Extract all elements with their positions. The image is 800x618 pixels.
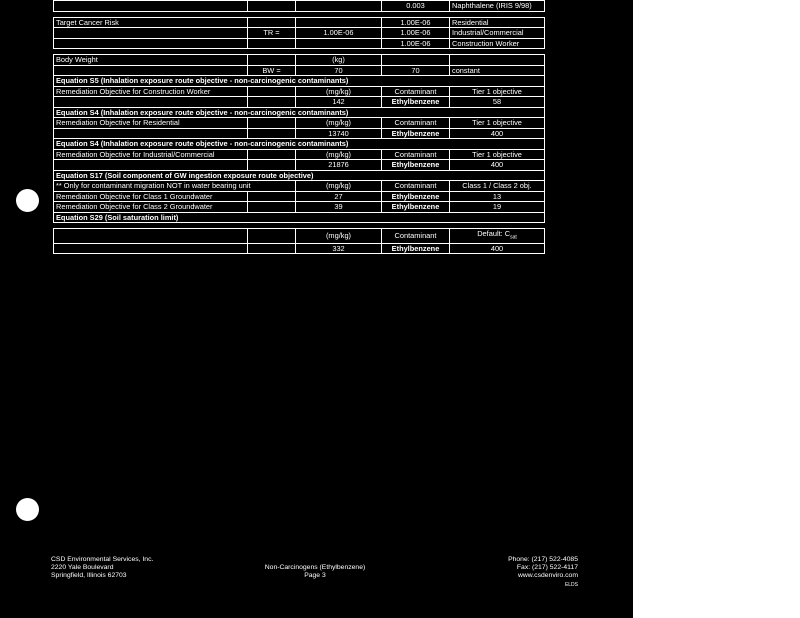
row-label: Remediation Objective for Residential bbox=[54, 118, 248, 129]
target-cancer-risk-label: Target Cancer Risk bbox=[54, 17, 248, 28]
objective-header: Tier 1 objective bbox=[450, 149, 545, 160]
unit-cell: (mg/kg) bbox=[296, 86, 382, 97]
footer-page-info: Non-Carcinogens (Ethylbenzene) Page 3 bbox=[264, 564, 366, 580]
row-label: Remediation Objective for Construction Worker bbox=[54, 86, 248, 97]
contaminant-cell: Ethylbenzene bbox=[382, 160, 450, 171]
value-cell: 70 bbox=[382, 65, 450, 76]
table-row bbox=[54, 17, 545, 28]
contaminant-header: Contaminant bbox=[382, 149, 450, 160]
value-cell: 1.00E-06 bbox=[382, 17, 450, 28]
objective-cell: 13 bbox=[450, 191, 545, 202]
table-row bbox=[54, 149, 545, 160]
contaminant-header: Contaminant bbox=[382, 229, 450, 244]
table-row bbox=[54, 86, 545, 97]
equation-header: Equation S5 (Inhalation exposure route objective - non-carcinogenic contaminants) bbox=[54, 76, 545, 87]
equation-header: Equation S17 (Soil component of GW ingestion exposure route objective) bbox=[54, 170, 545, 181]
default-header: Default: $C_{sat}$ bbox=[450, 229, 545, 244]
row-label: Remediation Objective for Class 1 Groundwater bbox=[54, 191, 248, 202]
value-cell: 1.00E-06 bbox=[382, 38, 450, 49]
value-cell: 13740 bbox=[296, 128, 382, 139]
footer-contact: Phone: (217) 522-4085 Fax: (217) 522-4117 www.csdenviro.com ELDS bbox=[508, 556, 578, 588]
objective-cell: 400 bbox=[450, 128, 545, 139]
contaminant-cell: Ethylbenzene bbox=[382, 97, 450, 108]
equation-header: Equation S4 (Inhalation exposure route objective - non-carcinogenic contaminants) bbox=[54, 107, 545, 118]
label-cell: Construction Worker bbox=[450, 38, 545, 49]
equation-header: Equation S29 (Soil saturation limit) bbox=[54, 212, 545, 223]
value-cell: 1.00E-06 bbox=[382, 28, 450, 39]
contaminant-header: Contaminant bbox=[382, 181, 450, 192]
body-weight-label: Body Weight bbox=[54, 55, 248, 66]
value-cell: 1.00E-06 bbox=[296, 28, 382, 39]
note-cell: ** Only for contaminant migration NOT in water bearing unit bbox=[54, 181, 296, 192]
unit-cell: (mg/kg) bbox=[296, 149, 382, 160]
contaminant-cell: Ethylbenzene bbox=[382, 243, 450, 254]
calculation-sheet bbox=[53, 0, 544, 254]
table-row bbox=[54, 229, 545, 244]
table-row bbox=[54, 202, 545, 213]
label-cell: Industrial/Commercial bbox=[450, 28, 545, 39]
contaminant-cell: Ethylbenzene bbox=[382, 202, 450, 213]
label-cell: Naphthalene (IRIS 9/98) bbox=[450, 1, 545, 12]
symbol-cell: BW = bbox=[248, 65, 296, 76]
label-cell: Residential bbox=[450, 17, 545, 28]
table-row bbox=[54, 191, 545, 202]
objective-header: Tier 1 objective bbox=[450, 118, 545, 129]
punch-hole-bottom bbox=[16, 498, 39, 521]
default-cell: 400 bbox=[450, 243, 545, 254]
table-row bbox=[54, 243, 545, 254]
note-cell: constant bbox=[450, 65, 545, 76]
footer-address: CSD Environmental Services, Inc. 2220 Yale Boulevard Springfield, Illinois 62703 bbox=[51, 556, 154, 580]
value-cell: 332 bbox=[296, 243, 382, 254]
table-row bbox=[54, 1, 545, 12]
table-row bbox=[54, 38, 545, 49]
table-row bbox=[54, 65, 545, 76]
equation-header: Equation S4 (Inhalation exposure route objective - non-carcinogenic contaminants) bbox=[54, 139, 545, 150]
punch-hole-top bbox=[16, 189, 39, 212]
objective-cell: 400 bbox=[450, 160, 545, 171]
calculation-table bbox=[53, 0, 545, 254]
value-cell: 142 bbox=[296, 97, 382, 108]
contaminant-header: Contaminant bbox=[382, 86, 450, 97]
unit-cell: (mg/kg) bbox=[296, 181, 382, 192]
table-row bbox=[54, 160, 545, 171]
unit-cell: (mg/kg) bbox=[296, 229, 382, 244]
objective-cell: 58 bbox=[450, 97, 545, 108]
table-row bbox=[54, 128, 545, 139]
table-row bbox=[54, 97, 545, 108]
objective-cell: 19 bbox=[450, 202, 545, 213]
unit-cell: (mg/kg) bbox=[296, 118, 382, 129]
symbol-cell: TR = bbox=[248, 28, 296, 39]
value-cell: 39 bbox=[296, 202, 382, 213]
row-label: Remediation Objective for Industrial/Commercial bbox=[54, 149, 248, 160]
value-cell: 27 bbox=[296, 191, 382, 202]
contaminant-cell: Ethylbenzene bbox=[382, 128, 450, 139]
contaminant-cell: Ethylbenzene bbox=[382, 191, 450, 202]
table-row bbox=[54, 118, 545, 129]
table-row bbox=[54, 55, 545, 66]
value-cell: 0.003 bbox=[382, 1, 450, 12]
row-label: Remediation Objective for Class 2 Groundwater bbox=[54, 202, 248, 213]
table-row bbox=[54, 181, 545, 192]
unit-cell: (kg) bbox=[296, 55, 382, 66]
value-cell: 21876 bbox=[296, 160, 382, 171]
objective-header: Tier 1 objective bbox=[450, 86, 545, 97]
value-cell: 70 bbox=[296, 65, 382, 76]
table-row bbox=[54, 28, 545, 39]
objective-header: Class 1 / Class 2 obj. bbox=[450, 181, 545, 192]
contaminant-header: Contaminant bbox=[382, 118, 450, 129]
